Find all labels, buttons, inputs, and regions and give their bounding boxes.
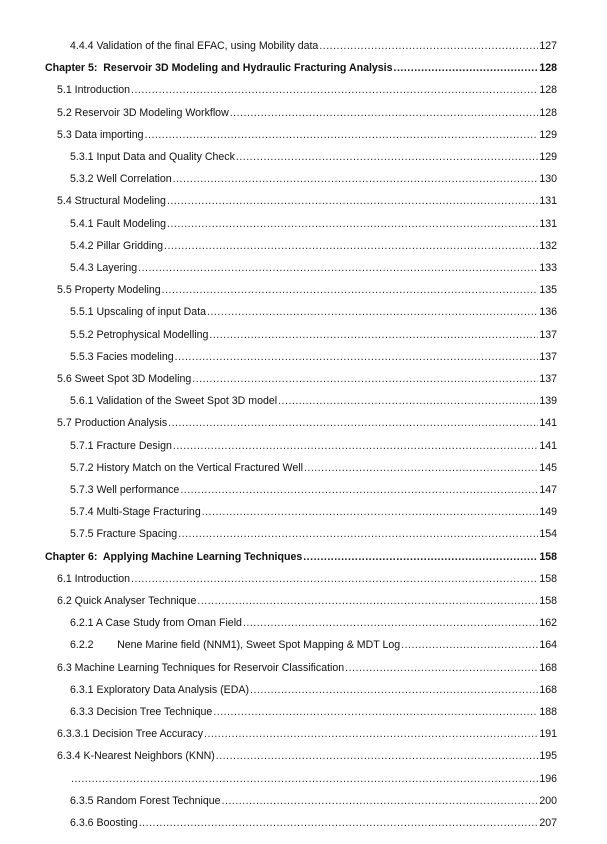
- toc-entry[interactable]: [70, 461, 557, 475]
- toc-page-number: 168: [539, 683, 557, 696]
- toc-leader-dots: [131, 83, 538, 97]
- toc-page-number: 141: [539, 439, 557, 452]
- toc-entry-title: 5.5 Property Modeling: [57, 284, 161, 297]
- toc-leader-dots: [180, 483, 538, 497]
- toc-entry-title: 5.4 Structural Modeling: [57, 195, 166, 208]
- toc-entry-title: 6.3.1 Exploratory Data Analysis (EDA): [70, 683, 249, 696]
- toc-page-number: 200: [539, 794, 557, 807]
- toc-entry[interactable]: [57, 594, 557, 608]
- toc-entry-title: 6.3.6 Boosting: [70, 817, 138, 829]
- toc-leader-dots: [303, 550, 538, 564]
- toc-leader-dots: [197, 594, 538, 608]
- toc-leader-dots: [139, 816, 539, 830]
- toc-leader-dots: [202, 505, 539, 519]
- toc-page-number: 139: [539, 395, 557, 408]
- toc-page-number: 137: [539, 350, 557, 363]
- toc-entry-title: 5.5.1 Upscaling of input Data: [70, 306, 207, 319]
- toc-entry-title: 5.4.3 Layering: [70, 262, 138, 274]
- toc-entry[interactable]: [70, 794, 557, 808]
- toc-entry[interactable]: [70, 172, 557, 186]
- toc-page-number: 137: [539, 373, 557, 385]
- toc-page-number: 128: [539, 62, 557, 75]
- toc-entry[interactable]: [57, 661, 557, 675]
- toc-leader-dots: [222, 794, 539, 808]
- toc-entry-title: 5.4.1 Fault Modeling: [70, 217, 166, 230]
- toc-leader-dots: [213, 705, 538, 719]
- toc-entry[interactable]: [70, 616, 557, 630]
- toc-entry[interactable]: [70, 394, 557, 408]
- toc-entry-title: 5.7.2 History Match on the Vertical Fractured Well: [70, 461, 303, 474]
- toc-entry-title: Chapter 5: Reservoir 3D Modeling and Hydraulic Fracturing Analysis: [45, 62, 393, 75]
- toc-entry[interactable]: [70, 483, 557, 497]
- toc-leader-dots: [192, 372, 538, 386]
- toc-page-number: 133: [539, 262, 557, 274]
- toc-entry[interactable]: [70, 239, 557, 253]
- toc-entry[interactable]: [57, 572, 557, 586]
- toc-chapter-entry[interactable]: [45, 550, 557, 564]
- toc-page-number: 147: [539, 484, 557, 496]
- toc-entry-title: 5.7 Production Analysis: [57, 417, 168, 430]
- toc-entry-title: 5.7.4 Multi-Stage Fracturing: [70, 506, 201, 519]
- toc-entry[interactable]: [57, 372, 557, 386]
- toc-page-number: 136: [539, 306, 557, 319]
- toc-entry[interactable]: [70, 527, 557, 541]
- toc-leader-dots: [167, 217, 538, 231]
- toc-entry[interactable]: [70, 816, 557, 830]
- toc-entry-title: 5.1 Introduction: [57, 84, 131, 97]
- toc-leader-dots: [401, 638, 538, 652]
- toc-leader-dots: [164, 239, 538, 253]
- toc-leader-dots: [230, 106, 539, 120]
- toc-page-number: 162: [539, 617, 557, 630]
- toc-entry-title: 5.4.2 Pillar Gridding: [70, 239, 164, 252]
- toc-entry-title: 6.3 Machine Learning Techniques for Reservoir Classification: [57, 661, 345, 674]
- toc-leader-dots: [278, 394, 538, 408]
- toc-page-number: 128: [539, 84, 557, 97]
- toc-entry-title: Chapter 6: Applying Machine Learning Techniques: [45, 550, 303, 563]
- toc-page-number: 196: [539, 772, 557, 785]
- toc-entry-title: 5.7.1 Fracture Design: [70, 439, 172, 452]
- toc-entry[interactable]: [70, 439, 557, 453]
- toc-page-number: 149: [539, 506, 557, 519]
- toc-entry[interactable]: [70, 772, 557, 786]
- toc-entry-title: 6.2.2 Nene Marine field (NNM1), Sweet Spot Mapping & MDT Log: [70, 639, 401, 652]
- toc-entry-title: 5.7.3 Well performance: [70, 484, 180, 496]
- toc-entry-title: 6.3.3 Decision Tree Technique: [70, 706, 213, 718]
- toc-entry-title: 4.4.4 Validation of the final EFAC, using Mobility data: [70, 40, 319, 52]
- toc-leader-dots: [173, 172, 539, 186]
- toc-leader-dots: [250, 683, 538, 697]
- toc-entry-title: 5.7.5 Fracture Spacing: [70, 528, 178, 541]
- toc-entry-title: 5.3.2 Well Correlation: [70, 173, 172, 186]
- toc-page-number: 154: [539, 528, 557, 541]
- toc-entry[interactable]: [57, 749, 557, 763]
- toc-entry[interactable]: [70, 261, 557, 275]
- toc-leader-dots: [162, 283, 539, 297]
- toc-page-number: 130: [539, 173, 557, 186]
- toc-leader-dots: [175, 350, 539, 364]
- toc-entry-title: 5.3.1 Input Data and Quality Check: [70, 151, 235, 163]
- toc-entry-title: 5.5.3 Facies modeling: [70, 350, 174, 363]
- toc-page-number: 168: [539, 661, 557, 674]
- toc-entry[interactable]: [70, 705, 557, 719]
- toc-page-number: 158: [539, 550, 557, 563]
- toc-page-number: 207: [539, 817, 557, 829]
- toc-page-number: 158: [539, 572, 557, 585]
- toc-leader-dots: [207, 305, 538, 319]
- toc-entry-title: 5.6.1 Validation of the Sweet Spot 3D model: [70, 395, 278, 408]
- toc-leader-dots: [204, 727, 538, 741]
- toc-entry[interactable]: [57, 416, 557, 430]
- toc-page-number: 129: [539, 128, 557, 141]
- toc-entry[interactable]: [70, 350, 557, 364]
- toc-entry[interactable]: [70, 150, 557, 164]
- toc-page-number: 158: [539, 595, 557, 607]
- toc-entry[interactable]: [57, 194, 557, 208]
- toc-leader-dots: [209, 328, 538, 342]
- toc-page-number: 164: [539, 639, 557, 652]
- toc-entry[interactable]: [57, 727, 557, 741]
- toc-leader-dots: [131, 572, 538, 586]
- toc-entry-title: 6.2.1 A Case Study from Oman Field: [70, 617, 242, 630]
- toc-entry-title: 5.5.2 Petrophysical Modelling: [70, 328, 209, 341]
- toc-page-number: 188: [539, 706, 557, 718]
- toc-page-number: 129: [539, 151, 557, 163]
- toc-chapter-entry[interactable]: [45, 61, 557, 75]
- toc-entry-title: 6.2 Quick Analyser Technique: [57, 595, 197, 607]
- toc-leader-dots: [138, 261, 538, 275]
- toc-page-number: 145: [539, 461, 557, 474]
- toc-entry-title: 6.3.3.1 Decision Tree Accuracy: [57, 728, 204, 741]
- toc-entry[interactable]: [70, 217, 557, 231]
- toc-entry-title: 5.6 Sweet Spot 3D Modeling: [57, 373, 192, 385]
- toc-page-number: 195: [539, 750, 557, 763]
- toc-entry[interactable]: [70, 305, 557, 319]
- toc-leader-dots: [236, 150, 538, 164]
- toc-entry[interactable]: [57, 106, 557, 120]
- toc-leader-dots: [145, 128, 539, 142]
- toc-entry-title: 5.3 Data importing: [57, 128, 144, 141]
- toc-leader-dots: [168, 416, 538, 430]
- toc-entry[interactable]: [57, 83, 557, 97]
- toc-leader-dots: [71, 772, 538, 786]
- toc-entry-title: 6.3.4 K-Nearest Neighbors (KNN): [57, 750, 215, 763]
- toc-entry[interactable]: [57, 128, 557, 142]
- toc-entry-title: 6.3.5 Random Forest Technique: [70, 794, 221, 807]
- toc-entry-title: 6.1 Introduction: [57, 572, 131, 585]
- toc-page-number: 132: [539, 239, 557, 252]
- toc-page-number: 137: [539, 328, 557, 341]
- toc-entry[interactable]: [70, 39, 557, 53]
- toc-entry[interactable]: [70, 638, 557, 652]
- toc-page-number: 135: [539, 284, 557, 297]
- toc-entry[interactable]: [70, 505, 557, 519]
- toc-leader-dots: [394, 61, 539, 75]
- toc-entry-title: 5.2 Reservoir 3D Modeling Workflow: [57, 106, 229, 119]
- toc-leader-dots: [345, 661, 538, 675]
- toc-page-number: 131: [539, 195, 557, 208]
- toc-page-number: 141: [539, 417, 557, 430]
- toc-page-number: 191: [539, 728, 557, 741]
- toc-page-number: 131: [539, 217, 557, 230]
- toc-leader-dots: [178, 527, 538, 541]
- toc-leader-dots: [167, 194, 538, 208]
- toc-page-number: 127: [539, 40, 557, 52]
- toc-entry[interactable]: [70, 683, 557, 697]
- toc-leader-dots: [216, 749, 539, 763]
- toc-leader-dots: [319, 39, 538, 53]
- toc-leader-dots: [173, 439, 538, 453]
- toc-page-number: 128: [539, 106, 557, 119]
- toc-entry[interactable]: [57, 283, 557, 297]
- toc-entry[interactable]: [70, 328, 557, 342]
- toc-leader-dots: [243, 616, 538, 630]
- toc-leader-dots: [304, 461, 538, 475]
